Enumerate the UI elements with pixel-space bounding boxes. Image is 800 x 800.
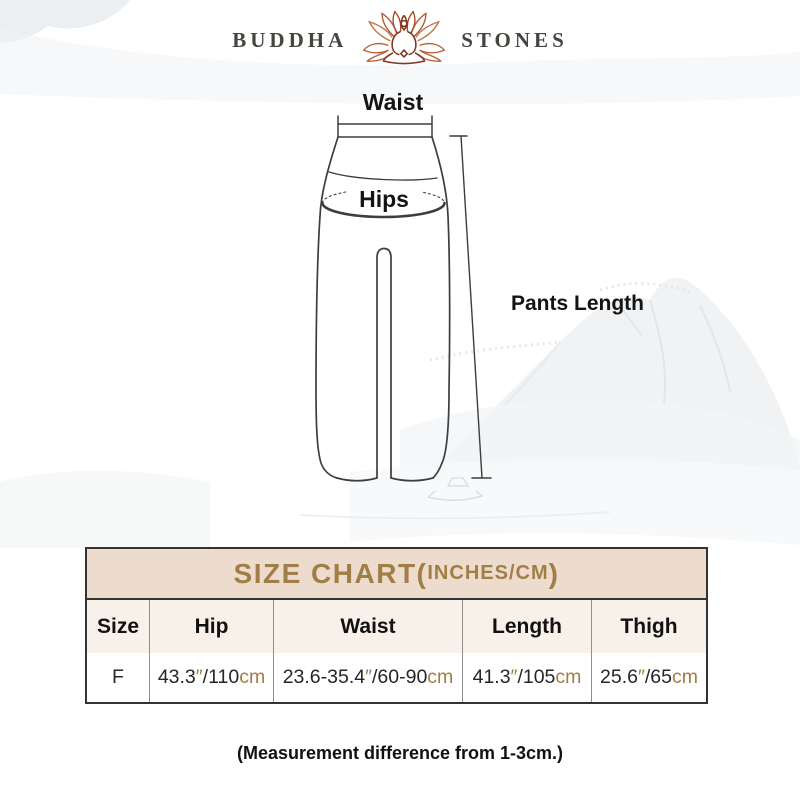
size-chart-title-main: SIZE CHART(	[233, 557, 428, 589]
size-chart-title-close: )	[548, 557, 560, 589]
cell-size-value: F	[87, 653, 149, 702]
thigh-inches: 25.6	[600, 666, 638, 688]
length-cm-unit: cm	[555, 666, 582, 688]
column-header-waist: Waist	[273, 600, 462, 653]
length-inches: 41.3	[472, 666, 511, 688]
column-header-size: Size	[87, 600, 149, 653]
hip-cm-unit: cm	[239, 666, 266, 688]
hip-inches: 43.3	[157, 666, 196, 688]
thigh-inch-mark: ″	[637, 666, 645, 688]
waist-label: Waist	[362, 89, 424, 115]
size-chart-table	[85, 547, 708, 704]
waist-cm-unit: cm	[427, 666, 454, 688]
lotus-meditation-icon	[360, 8, 448, 72]
column-header-thigh: Thigh	[591, 600, 706, 653]
cell-hip-value	[149, 653, 273, 702]
cell-length-value	[462, 653, 591, 702]
hips-label: Hips	[347, 187, 421, 212]
hip-cm-number: /110	[202, 666, 240, 688]
thigh-cm-number: /65	[644, 666, 672, 688]
length-inch-mark: ″	[510, 666, 518, 688]
hip-inch-mark: ″	[195, 666, 203, 688]
waist-inches: 23.6-35.4	[282, 666, 366, 688]
brand-word-left: BUDDHA	[232, 27, 348, 52]
size-chart-title	[87, 549, 706, 600]
size-chart-title-sub: INCHES/CM	[427, 562, 549, 584]
brand-word-right: STONES	[461, 27, 568, 52]
cell-waist-value	[273, 653, 462, 702]
pants-diagram	[300, 110, 510, 485]
cell-thigh-value	[591, 653, 706, 702]
column-header-length: Length	[462, 600, 591, 653]
length-cm-number: /105	[517, 666, 556, 688]
waist-cm-number: /60-90	[372, 666, 428, 688]
pants-length-label: Pants Length	[511, 292, 645, 315]
thigh-cm-unit: cm	[671, 666, 698, 688]
waist-inch-mark: ″	[365, 666, 372, 688]
brand-logo	[0, 4, 800, 76]
size-chart-grid	[87, 600, 706, 702]
measurement-footnote: (Measurement difference from 1-3cm.)	[236, 743, 564, 763]
column-header-hip: Hip	[149, 600, 273, 653]
